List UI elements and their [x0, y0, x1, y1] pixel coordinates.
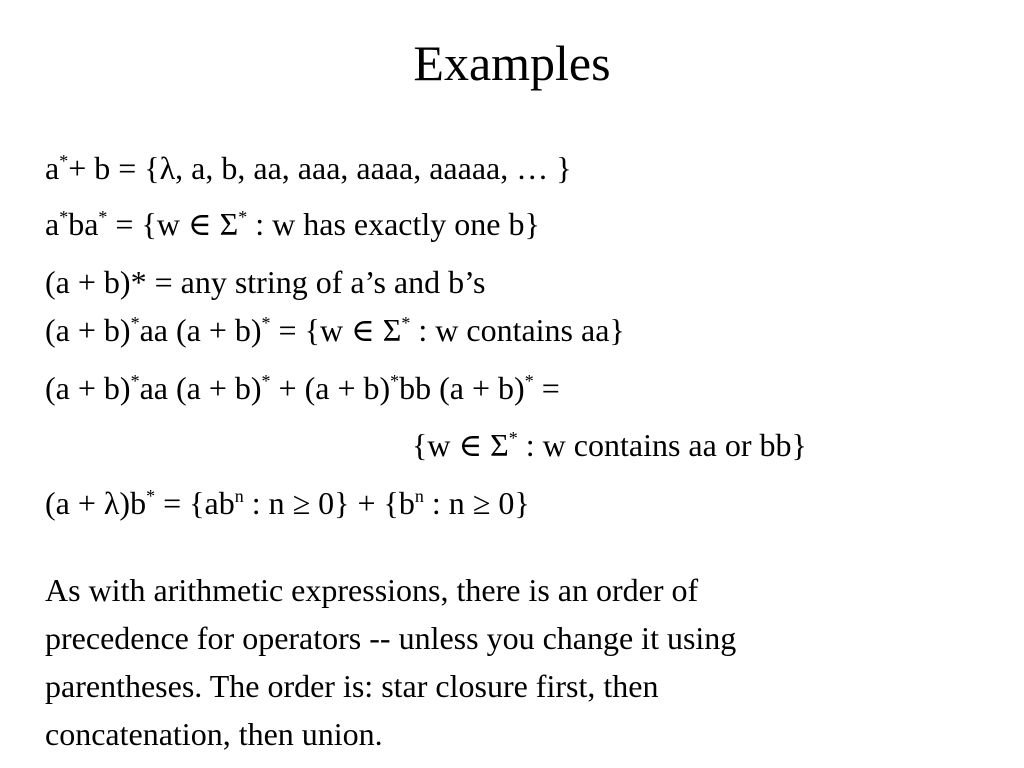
expr-text: (a + b): [45, 370, 131, 406]
expr-text: bb (a + b): [399, 370, 525, 406]
star-superscript: *: [98, 207, 108, 227]
example-line-5: [45, 372, 560, 404]
example-line-4: [45, 314, 625, 346]
n-superscript: n: [234, 486, 244, 506]
expr-text: aa (a + b): [139, 312, 262, 348]
star-superscript: *: [238, 207, 248, 227]
star-superscript: *: [59, 151, 69, 171]
star-superscript: *: [524, 371, 534, 391]
star-superscript: *: [146, 486, 156, 506]
expr-text: aa (a + b): [139, 370, 262, 406]
example-line-6: [412, 429, 807, 461]
expr-text: ba: [68, 206, 99, 242]
expr-text: + b = {λ, a, b, aa, aaa, aaaa, aaaaa, … }: [68, 150, 572, 186]
slide-title: Examples: [413, 35, 611, 91]
star-superscript: *: [59, 207, 69, 227]
expr-text: : w has exactly one b}: [247, 206, 540, 242]
paragraph-line: As with arithmetic expressions, there is an order of: [45, 572, 699, 608]
expr-text: (a + λ)b: [45, 485, 147, 521]
expr-text: = {ab: [155, 485, 235, 521]
expr-text: = {w ∈ Σ: [270, 312, 402, 348]
star-superscript: *: [261, 313, 271, 333]
expr-text: {w ∈ Σ: [412, 427, 509, 463]
expr-text: (a + b)* = any string of a’s and b’s: [45, 264, 486, 300]
n-superscript: n: [414, 486, 424, 506]
star-superscript: *: [130, 371, 140, 391]
expr-text: =: [533, 370, 560, 406]
expr-text: : w contains aa}: [410, 312, 625, 348]
expr-text: = {w ∈ Σ: [107, 206, 239, 242]
paragraph-line: parentheses. The order is: star closure first, then: [45, 668, 659, 704]
star-superscript: *: [508, 428, 518, 448]
example-line-7: [45, 487, 530, 519]
paragraph-line: concatenation, then union.: [45, 716, 383, 752]
paragraph-line: precedence for operators -- unless you change it using: [45, 620, 737, 656]
expr-text: : n ≥ 0}: [423, 485, 530, 521]
precedence-paragraph: [45, 566, 945, 758]
expr-text: a: [45, 150, 60, 186]
star-superscript: *: [401, 313, 411, 333]
expr-text: a: [45, 206, 60, 242]
star-superscript: *: [261, 371, 271, 391]
expr-text: + (a + b): [270, 370, 391, 406]
star-superscript: *: [390, 371, 400, 391]
expr-text: : n ≥ 0} + {b: [243, 485, 415, 521]
example-line-2: [45, 208, 540, 240]
star-superscript: *: [130, 313, 140, 333]
example-line-3: [45, 266, 485, 298]
example-line-1: [45, 152, 572, 184]
expr-text: : w contains aa or bb}: [517, 427, 807, 463]
expr-text: (a + b): [45, 312, 131, 348]
